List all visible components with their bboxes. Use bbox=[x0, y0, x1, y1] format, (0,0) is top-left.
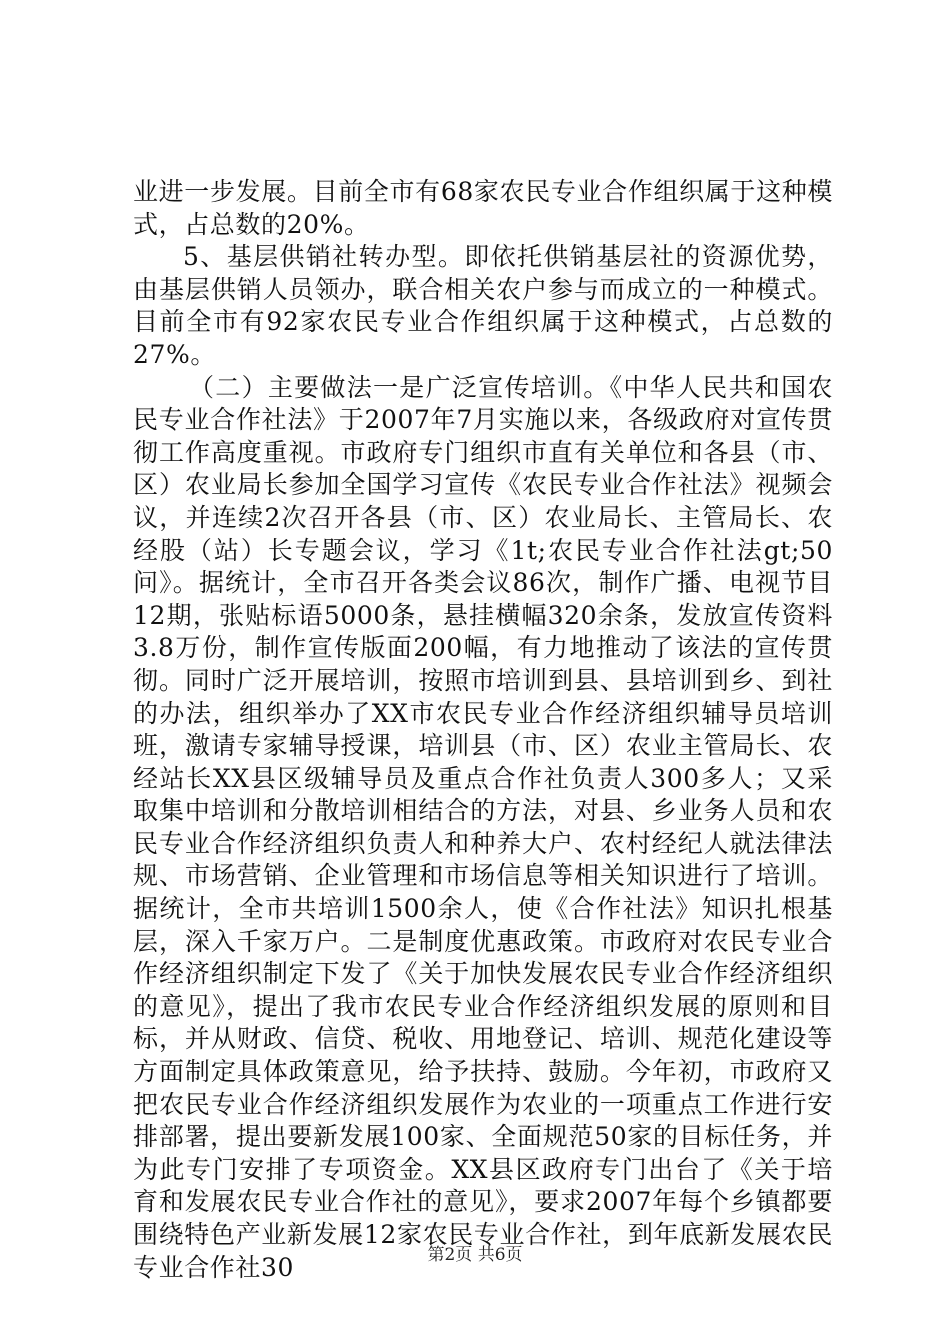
page-number-footer: 第2页 共6页 bbox=[427, 1245, 523, 1265]
paragraph-continuation: 业进一步发展。目前全市有68家农民专业合作组织属于这种模式，占总数的20%。 bbox=[133, 177, 833, 239]
paragraph-model-5: 5、基层供销社转办型。即依托供销基层社的资源优势，由基层供销人员领办，联合相关农户参与而成立的一种模式。目前全市有92家农民专业合作组织属于这种模式，占总数的27%。 bbox=[133, 242, 833, 369]
paragraph-main-practices: （二）主要做法一是广泛宣传培训。《中华人民共和国农民专业合作社法》于2007年7月实施以来，各级政府对宣传贯彻工作高度重视。市政府专门组织市直有关单位和各县（市、区）农业局长参加全国学习宣传《农民专业合作社法》视频会议，并连续2次召开各县（市、区）农业局长、主管局长、农经股（站）长专题会议，学习《1t;农民专业合作社法gt;50问》。据统计，全市召开各类会议86次，制作广播、电视节目12期，张贴标语5000条，悬挂横幅320余条，发放宣传资料3.8万份，制作宣传版面200幅，有力地推动了该法的宣传贯彻。同时广泛开展培训，按照市培训到县、县培训到乡、到社的办法，组织举办了XX市农民专业合作经济组织辅导员培训班，激请专家辅导授课，培训县（市、区）农业主管局长、农经站长XX县区级辅导员及重点合作社负责人300多人；又采取集中培训和分散培训相结合的方法，对县、乡业务人员和农民专业合作经济组织负责人和种养大户、农村经纪人就法律法规、市场营销、企业管理和市场信息等相关知识进行了培训。据统计，全市共培训1500余人，使《合作社法》知识扎根基层，深入千家万户。二是制度优惠政策。市政府对农民专业合作经济组织制定下发了《关于加快发展农民专业合作经济组织的意见》，提出了我市农民专业合作经济组织发展的原则和目标，并从财政、信贷、税收、用地登记、培训、规范化建设等方面制定具体政策意见，给予扶持、鼓励。今年初，市政府又把农民专业合作经济组织发展作为农业的一项重点工作进行安排部署，提出要新发展100家、全面规范50家的目标任务，并为此专门安排了专项资金。XX县区政府专门出台了《关于培育和发展农民专业合作社的意见》，要求2007年每个乡镇都要围绕特色产业新发展12家农民专业合作社，到年底新发展农民专业合作社30 bbox=[133, 372, 833, 1282]
document-body bbox=[133, 176, 833, 1284]
